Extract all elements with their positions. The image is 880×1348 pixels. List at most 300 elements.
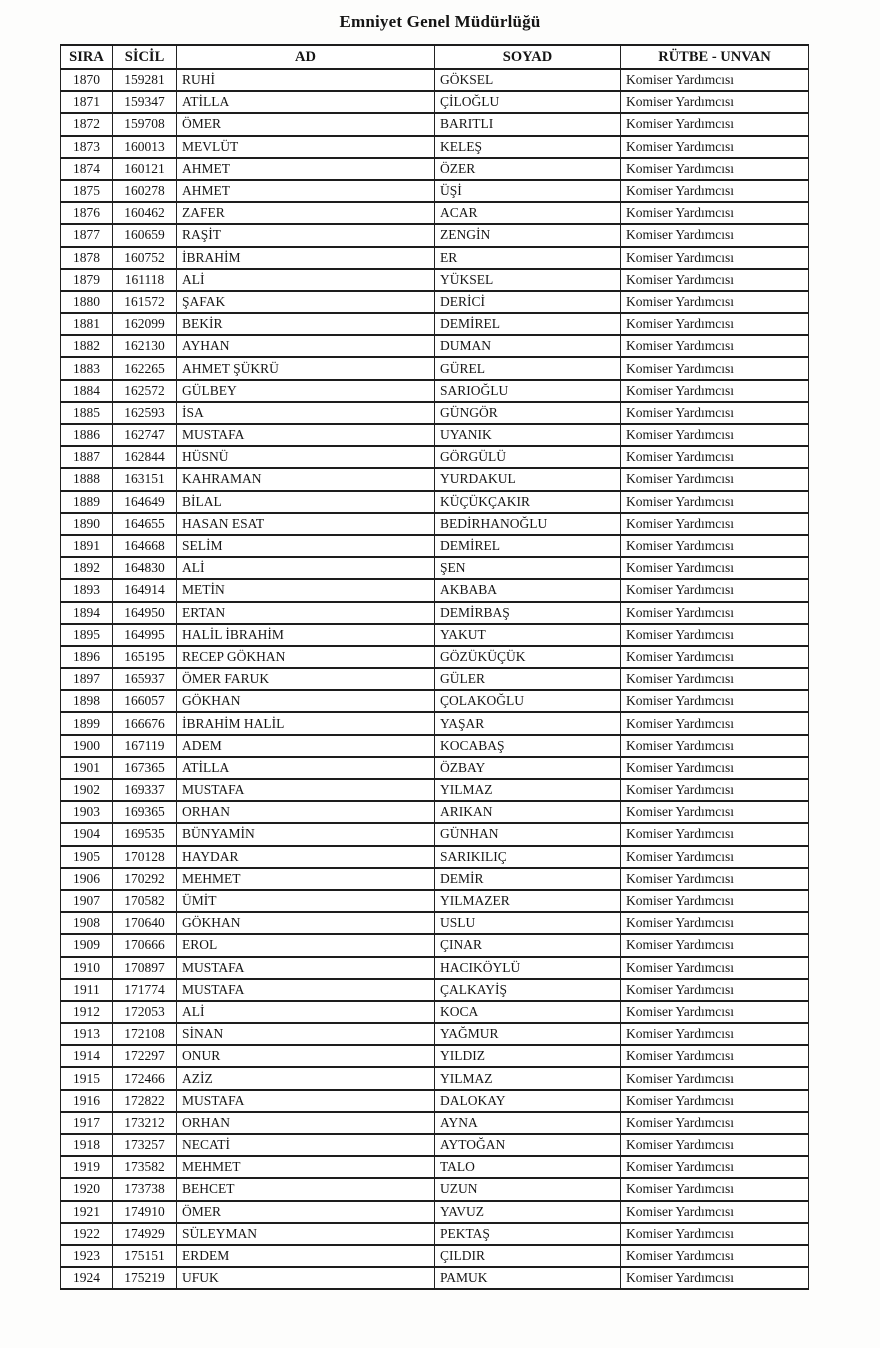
- cell-ad: MUSTAFA: [177, 779, 435, 801]
- cell-sira: 1889: [61, 491, 113, 513]
- table-row: [61, 357, 809, 379]
- table-row: [61, 202, 809, 224]
- cell-sicil: 162265: [113, 357, 177, 379]
- cell-sira: 1875: [61, 180, 113, 202]
- cell-ad: MUSTAFA: [177, 979, 435, 1001]
- cell-ad: GÜLBEY: [177, 380, 435, 402]
- cell-soyad: TALO: [435, 1156, 621, 1178]
- cell-sira: 1892: [61, 557, 113, 579]
- cell-sira: 1882: [61, 335, 113, 357]
- cell-soyad: AYNA: [435, 1112, 621, 1134]
- table-row: [61, 1001, 809, 1023]
- cell-sicil: 162572: [113, 380, 177, 402]
- cell-sicil: 164830: [113, 557, 177, 579]
- cell-soyad: DERİCİ: [435, 291, 621, 313]
- cell-sira: 1910: [61, 957, 113, 979]
- table-row: [61, 823, 809, 845]
- cell-soyad: DALOKAY: [435, 1090, 621, 1112]
- cell-sicil: 170640: [113, 912, 177, 934]
- cell-ad: İBRAHİM HALİL: [177, 712, 435, 734]
- cell-sira: 1908: [61, 912, 113, 934]
- cell-rutbe: Komiser Yardımcısı: [621, 934, 809, 956]
- cell-rutbe: Komiser Yardımcısı: [621, 1267, 809, 1289]
- table-row: [61, 1267, 809, 1289]
- cell-soyad: AYTOĞAN: [435, 1134, 621, 1156]
- cell-sira: 1902: [61, 779, 113, 801]
- cell-soyad: YAĞMUR: [435, 1023, 621, 1045]
- table-header: [61, 45, 809, 69]
- cell-ad: HASAN ESAT: [177, 513, 435, 535]
- cell-sira: 1871: [61, 91, 113, 113]
- cell-rutbe: Komiser Yardımcısı: [621, 491, 809, 513]
- table-row: [61, 890, 809, 912]
- table-row: [61, 1067, 809, 1089]
- cell-sicil: 162130: [113, 335, 177, 357]
- cell-rutbe: Komiser Yardımcısı: [621, 313, 809, 335]
- table-row: [61, 957, 809, 979]
- cell-ad: ATİLLA: [177, 91, 435, 113]
- cell-ad: GÖKHAN: [177, 690, 435, 712]
- table-row: [61, 690, 809, 712]
- cell-soyad: UZUN: [435, 1178, 621, 1200]
- cell-ad: AHMET: [177, 158, 435, 180]
- table-row: [61, 712, 809, 734]
- cell-soyad: GÜREL: [435, 357, 621, 379]
- cell-ad: HALİL İBRAHİM: [177, 624, 435, 646]
- cell-rutbe: Komiser Yardımcısı: [621, 602, 809, 624]
- cell-soyad: ÇİLOĞLU: [435, 91, 621, 113]
- col-header-soyad: SOYAD: [435, 45, 621, 69]
- cell-sira: 1884: [61, 380, 113, 402]
- table-row: [61, 1112, 809, 1134]
- cell-sicil: 165937: [113, 668, 177, 690]
- col-header-sicil: SİCİL: [113, 45, 177, 69]
- cell-soyad: ŞEN: [435, 557, 621, 579]
- cell-rutbe: Komiser Yardımcısı: [621, 712, 809, 734]
- cell-rutbe: Komiser Yardımcısı: [621, 224, 809, 246]
- cell-sira: 1879: [61, 269, 113, 291]
- cell-sicil: 169337: [113, 779, 177, 801]
- cell-sicil: 162593: [113, 402, 177, 424]
- cell-ad: GÖKHAN: [177, 912, 435, 934]
- cell-ad: ÜMİT: [177, 890, 435, 912]
- cell-sicil: 166057: [113, 690, 177, 712]
- cell-ad: KAHRAMAN: [177, 468, 435, 490]
- cell-rutbe: Komiser Yardımcısı: [621, 69, 809, 91]
- cell-rutbe: Komiser Yardımcısı: [621, 1201, 809, 1223]
- table-row: [61, 979, 809, 1001]
- table-row: [61, 1156, 809, 1178]
- table-row: [61, 491, 809, 513]
- cell-ad: RECEP GÖKHAN: [177, 646, 435, 668]
- cell-soyad: GÜNGÖR: [435, 402, 621, 424]
- cell-ad: ALİ: [177, 557, 435, 579]
- cell-rutbe: Komiser Yardımcısı: [621, 957, 809, 979]
- cell-sira: 1907: [61, 890, 113, 912]
- cell-sira: 1919: [61, 1156, 113, 1178]
- cell-ad: BEHCET: [177, 1178, 435, 1200]
- cell-soyad: BEDİRHANOĞLU: [435, 513, 621, 535]
- table-row: [61, 624, 809, 646]
- table-row: [61, 136, 809, 158]
- cell-soyad: UYANIK: [435, 424, 621, 446]
- cell-sira: 1880: [61, 291, 113, 313]
- cell-ad: AHMET: [177, 180, 435, 202]
- cell-sicil: 160121: [113, 158, 177, 180]
- cell-soyad: AKBABA: [435, 579, 621, 601]
- cell-soyad: ÇILDIR: [435, 1245, 621, 1267]
- cell-soyad: YILDIZ: [435, 1045, 621, 1067]
- cell-sira: 1901: [61, 757, 113, 779]
- cell-sira: 1912: [61, 1001, 113, 1023]
- cell-ad: ZAFER: [177, 202, 435, 224]
- cell-sira: 1897: [61, 668, 113, 690]
- table-row: [61, 1045, 809, 1067]
- table-row: [61, 757, 809, 779]
- cell-soyad: ÖZBAY: [435, 757, 621, 779]
- cell-soyad: PEKTAŞ: [435, 1223, 621, 1245]
- cell-sicil: 170897: [113, 957, 177, 979]
- cell-ad: MUSTAFA: [177, 957, 435, 979]
- cell-soyad: PAMUK: [435, 1267, 621, 1289]
- table-row: [61, 380, 809, 402]
- cell-sira: 1922: [61, 1223, 113, 1245]
- cell-rutbe: Komiser Yardımcısı: [621, 535, 809, 557]
- cell-rutbe: Komiser Yardımcısı: [621, 158, 809, 180]
- cell-ad: MEHMET: [177, 1156, 435, 1178]
- cell-rutbe: Komiser Yardımcısı: [621, 868, 809, 890]
- cell-sicil: 173212: [113, 1112, 177, 1134]
- col-header-ad: AD: [177, 45, 435, 69]
- cell-soyad: DEMİRBAŞ: [435, 602, 621, 624]
- cell-ad: METİN: [177, 579, 435, 601]
- table-row: [61, 735, 809, 757]
- cell-sicil: 173582: [113, 1156, 177, 1178]
- cell-rutbe: Komiser Yardımcısı: [621, 735, 809, 757]
- cell-sira: 1881: [61, 313, 113, 335]
- cell-sicil: 172822: [113, 1090, 177, 1112]
- cell-sicil: 170128: [113, 846, 177, 868]
- cell-ad: ŞAFAK: [177, 291, 435, 313]
- cell-sira: 1886: [61, 424, 113, 446]
- cell-soyad: ÇOLAKOĞLU: [435, 690, 621, 712]
- cell-rutbe: Komiser Yardımcısı: [621, 424, 809, 446]
- cell-rutbe: Komiser Yardımcısı: [621, 912, 809, 934]
- cell-ad: ATİLLA: [177, 757, 435, 779]
- cell-soyad: YILMAZ: [435, 1067, 621, 1089]
- table-row: [61, 247, 809, 269]
- cell-rutbe: Komiser Yardımcısı: [621, 557, 809, 579]
- cell-ad: AZİZ: [177, 1067, 435, 1089]
- cell-rutbe: Komiser Yardımcısı: [621, 113, 809, 135]
- cell-sicil: 160013: [113, 136, 177, 158]
- cell-sicil: 170292: [113, 868, 177, 890]
- cell-soyad: DEMİREL: [435, 313, 621, 335]
- cell-sira: 1918: [61, 1134, 113, 1156]
- table-row: [61, 113, 809, 135]
- table-row: [61, 779, 809, 801]
- cell-sicil: 164668: [113, 535, 177, 557]
- cell-ad: ALİ: [177, 269, 435, 291]
- cell-rutbe: Komiser Yardımcısı: [621, 1178, 809, 1200]
- cell-sicil: 166676: [113, 712, 177, 734]
- cell-rutbe: Komiser Yardımcısı: [621, 1001, 809, 1023]
- cell-rutbe: Komiser Yardımcısı: [621, 291, 809, 313]
- cell-sicil: 175151: [113, 1245, 177, 1267]
- cell-ad: SELİM: [177, 535, 435, 557]
- cell-ad: HAYDAR: [177, 846, 435, 868]
- cell-sicil: 167119: [113, 735, 177, 757]
- table-row: [61, 291, 809, 313]
- cell-ad: MUSTAFA: [177, 1090, 435, 1112]
- table-row: [61, 868, 809, 890]
- cell-sicil: 162747: [113, 424, 177, 446]
- cell-sicil: 175219: [113, 1267, 177, 1289]
- cell-ad: HÜSNÜ: [177, 446, 435, 468]
- table-body: [61, 69, 809, 1289]
- cell-sicil: 173257: [113, 1134, 177, 1156]
- cell-ad: SİNAN: [177, 1023, 435, 1045]
- cell-rutbe: Komiser Yardımcısı: [621, 668, 809, 690]
- cell-rutbe: Komiser Yardımcısı: [621, 1067, 809, 1089]
- cell-rutbe: Komiser Yardımcısı: [621, 690, 809, 712]
- cell-rutbe: Komiser Yardımcısı: [621, 180, 809, 202]
- cell-rutbe: Komiser Yardımcısı: [621, 380, 809, 402]
- cell-rutbe: Komiser Yardımcısı: [621, 91, 809, 113]
- cell-ad: MEVLÜT: [177, 136, 435, 158]
- cell-soyad: ZENGİN: [435, 224, 621, 246]
- cell-sira: 1893: [61, 579, 113, 601]
- cell-ad: ORHAN: [177, 801, 435, 823]
- cell-sicil: 169535: [113, 823, 177, 845]
- cell-sira: 1896: [61, 646, 113, 668]
- cell-ad: ORHAN: [177, 1112, 435, 1134]
- cell-sira: 1899: [61, 712, 113, 734]
- cell-sicil: 171774: [113, 979, 177, 1001]
- table-row: [61, 646, 809, 668]
- table-row: [61, 335, 809, 357]
- cell-soyad: KELEŞ: [435, 136, 621, 158]
- personnel-table: [60, 44, 809, 1290]
- cell-rutbe: Komiser Yardımcısı: [621, 402, 809, 424]
- cell-sicil: 160659: [113, 224, 177, 246]
- table-row: [61, 1245, 809, 1267]
- cell-sira: 1920: [61, 1178, 113, 1200]
- cell-sicil: 163151: [113, 468, 177, 490]
- cell-rutbe: Komiser Yardımcısı: [621, 513, 809, 535]
- cell-rutbe: Komiser Yardımcısı: [621, 646, 809, 668]
- cell-ad: RAŞİT: [177, 224, 435, 246]
- cell-sicil: 173738: [113, 1178, 177, 1200]
- cell-rutbe: Komiser Yardımcısı: [621, 1112, 809, 1134]
- cell-soyad: KOCA: [435, 1001, 621, 1023]
- cell-rutbe: Komiser Yardımcısı: [621, 624, 809, 646]
- cell-soyad: DEMİR: [435, 868, 621, 890]
- cell-ad: ERDEM: [177, 1245, 435, 1267]
- cell-sira: 1885: [61, 402, 113, 424]
- cell-rutbe: Komiser Yardımcısı: [621, 202, 809, 224]
- cell-sira: 1915: [61, 1067, 113, 1089]
- table-row: [61, 535, 809, 557]
- cell-soyad: GÖZÜKÜÇÜK: [435, 646, 621, 668]
- cell-sira: 1914: [61, 1045, 113, 1067]
- table-row: [61, 69, 809, 91]
- cell-sira: 1904: [61, 823, 113, 845]
- cell-rutbe: Komiser Yardımcısı: [621, 1134, 809, 1156]
- cell-rutbe: Komiser Yardımcısı: [621, 890, 809, 912]
- cell-ad: ONUR: [177, 1045, 435, 1067]
- table-row: [61, 1178, 809, 1200]
- cell-soyad: GÜNHAN: [435, 823, 621, 845]
- cell-sira: 1870: [61, 69, 113, 91]
- cell-sicil: 170666: [113, 934, 177, 956]
- cell-sira: 1878: [61, 247, 113, 269]
- col-header-rutbe: RÜTBE - UNVAN: [621, 45, 809, 69]
- cell-sicil: 164950: [113, 602, 177, 624]
- cell-ad: BİLAL: [177, 491, 435, 513]
- table-row: [61, 313, 809, 335]
- cell-ad: AYHAN: [177, 335, 435, 357]
- cell-ad: ALİ: [177, 1001, 435, 1023]
- cell-ad: MUSTAFA: [177, 424, 435, 446]
- cell-soyad: ÇINAR: [435, 934, 621, 956]
- page-title: Emniyet Genel Müdürlüğü: [339, 12, 541, 31]
- cell-sira: 1876: [61, 202, 113, 224]
- cell-ad: AHMET ŞÜKRÜ: [177, 357, 435, 379]
- cell-sira: 1903: [61, 801, 113, 823]
- col-header-sira: SIRA: [61, 45, 113, 69]
- cell-sira: 1894: [61, 602, 113, 624]
- cell-sicil: 172297: [113, 1045, 177, 1067]
- cell-sira: 1900: [61, 735, 113, 757]
- cell-rutbe: Komiser Yardımcısı: [621, 247, 809, 269]
- cell-sicil: 164914: [113, 579, 177, 601]
- cell-sicil: 164649: [113, 491, 177, 513]
- cell-sicil: 159281: [113, 69, 177, 91]
- cell-sicil: 160462: [113, 202, 177, 224]
- cell-sicil: 161118: [113, 269, 177, 291]
- cell-sira: 1913: [61, 1023, 113, 1045]
- cell-ad: SÜLEYMAN: [177, 1223, 435, 1245]
- cell-ad: RUHİ: [177, 69, 435, 91]
- cell-soyad: USLU: [435, 912, 621, 934]
- cell-soyad: ER: [435, 247, 621, 269]
- table-row: [61, 1090, 809, 1112]
- cell-soyad: SARIOĞLU: [435, 380, 621, 402]
- table-row: [61, 1134, 809, 1156]
- cell-sicil: 174929: [113, 1223, 177, 1245]
- cell-soyad: ÜŞİ: [435, 180, 621, 202]
- cell-rutbe: Komiser Yardımcısı: [621, 335, 809, 357]
- cell-soyad: YAVUZ: [435, 1201, 621, 1223]
- cell-sicil: 172466: [113, 1067, 177, 1089]
- cell-sicil: 159347: [113, 91, 177, 113]
- cell-rutbe: Komiser Yardımcısı: [621, 801, 809, 823]
- cell-rutbe: Komiser Yardımcısı: [621, 1223, 809, 1245]
- cell-soyad: YAŞAR: [435, 712, 621, 734]
- table-row: [61, 668, 809, 690]
- table-row: [61, 158, 809, 180]
- cell-sira: 1891: [61, 535, 113, 557]
- cell-sicil: 160752: [113, 247, 177, 269]
- cell-ad: UFUK: [177, 1267, 435, 1289]
- cell-rutbe: Komiser Yardımcısı: [621, 269, 809, 291]
- table-row: [61, 602, 809, 624]
- cell-ad: NECATİ: [177, 1134, 435, 1156]
- cell-sicil: 170582: [113, 890, 177, 912]
- table-row: [61, 846, 809, 868]
- cell-sicil: 172053: [113, 1001, 177, 1023]
- cell-sira: 1877: [61, 224, 113, 246]
- cell-rutbe: Komiser Yardımcısı: [621, 579, 809, 601]
- table-row: [61, 402, 809, 424]
- cell-sira: 1911: [61, 979, 113, 1001]
- cell-sira: 1916: [61, 1090, 113, 1112]
- cell-sicil: 161572: [113, 291, 177, 313]
- cell-soyad: KÜÇÜKÇAKIR: [435, 491, 621, 513]
- cell-sicil: 169365: [113, 801, 177, 823]
- header-row: [61, 45, 809, 69]
- cell-sira: 1917: [61, 1112, 113, 1134]
- cell-sira: 1872: [61, 113, 113, 135]
- table-row: [61, 513, 809, 535]
- cell-sicil: 159708: [113, 113, 177, 135]
- cell-sicil: 162099: [113, 313, 177, 335]
- cell-soyad: KOCABAŞ: [435, 735, 621, 757]
- cell-soyad: YILMAZ: [435, 779, 621, 801]
- cell-soyad: GÖRGÜLÜ: [435, 446, 621, 468]
- table-row: [61, 269, 809, 291]
- cell-sicil: 164995: [113, 624, 177, 646]
- cell-soyad: ARIKAN: [435, 801, 621, 823]
- cell-ad: ERTAN: [177, 602, 435, 624]
- cell-sicil: 172108: [113, 1023, 177, 1045]
- table-row: [61, 424, 809, 446]
- cell-soyad: YÜKSEL: [435, 269, 621, 291]
- cell-ad: EROL: [177, 934, 435, 956]
- cell-sira: 1924: [61, 1267, 113, 1289]
- table-row: [61, 801, 809, 823]
- cell-sira: 1895: [61, 624, 113, 646]
- cell-sicil: 165195: [113, 646, 177, 668]
- cell-soyad: YAKUT: [435, 624, 621, 646]
- table-row: [61, 557, 809, 579]
- cell-soyad: BARITLI: [435, 113, 621, 135]
- cell-rutbe: Komiser Yardımcısı: [621, 1023, 809, 1045]
- cell-sira: 1905: [61, 846, 113, 868]
- cell-soyad: YILMAZER: [435, 890, 621, 912]
- cell-ad: İSA: [177, 402, 435, 424]
- cell-rutbe: Komiser Yardımcısı: [621, 446, 809, 468]
- cell-rutbe: Komiser Yardımcısı: [621, 1156, 809, 1178]
- cell-rutbe: Komiser Yardımcısı: [621, 1045, 809, 1067]
- cell-soyad: SARIKILIÇ: [435, 846, 621, 868]
- table-row: [61, 446, 809, 468]
- cell-soyad: ÇALKAYİŞ: [435, 979, 621, 1001]
- cell-rutbe: Komiser Yardımcısı: [621, 823, 809, 845]
- cell-soyad: YURDAKUL: [435, 468, 621, 490]
- cell-rutbe: Komiser Yardımcısı: [621, 846, 809, 868]
- table-row: [61, 91, 809, 113]
- cell-sira: 1888: [61, 468, 113, 490]
- table-row: [61, 912, 809, 934]
- cell-ad: ADEM: [177, 735, 435, 757]
- cell-sicil: 160278: [113, 180, 177, 202]
- cell-sicil: 162844: [113, 446, 177, 468]
- cell-rutbe: Komiser Yardımcısı: [621, 757, 809, 779]
- cell-sira: 1898: [61, 690, 113, 712]
- cell-sicil: 164655: [113, 513, 177, 535]
